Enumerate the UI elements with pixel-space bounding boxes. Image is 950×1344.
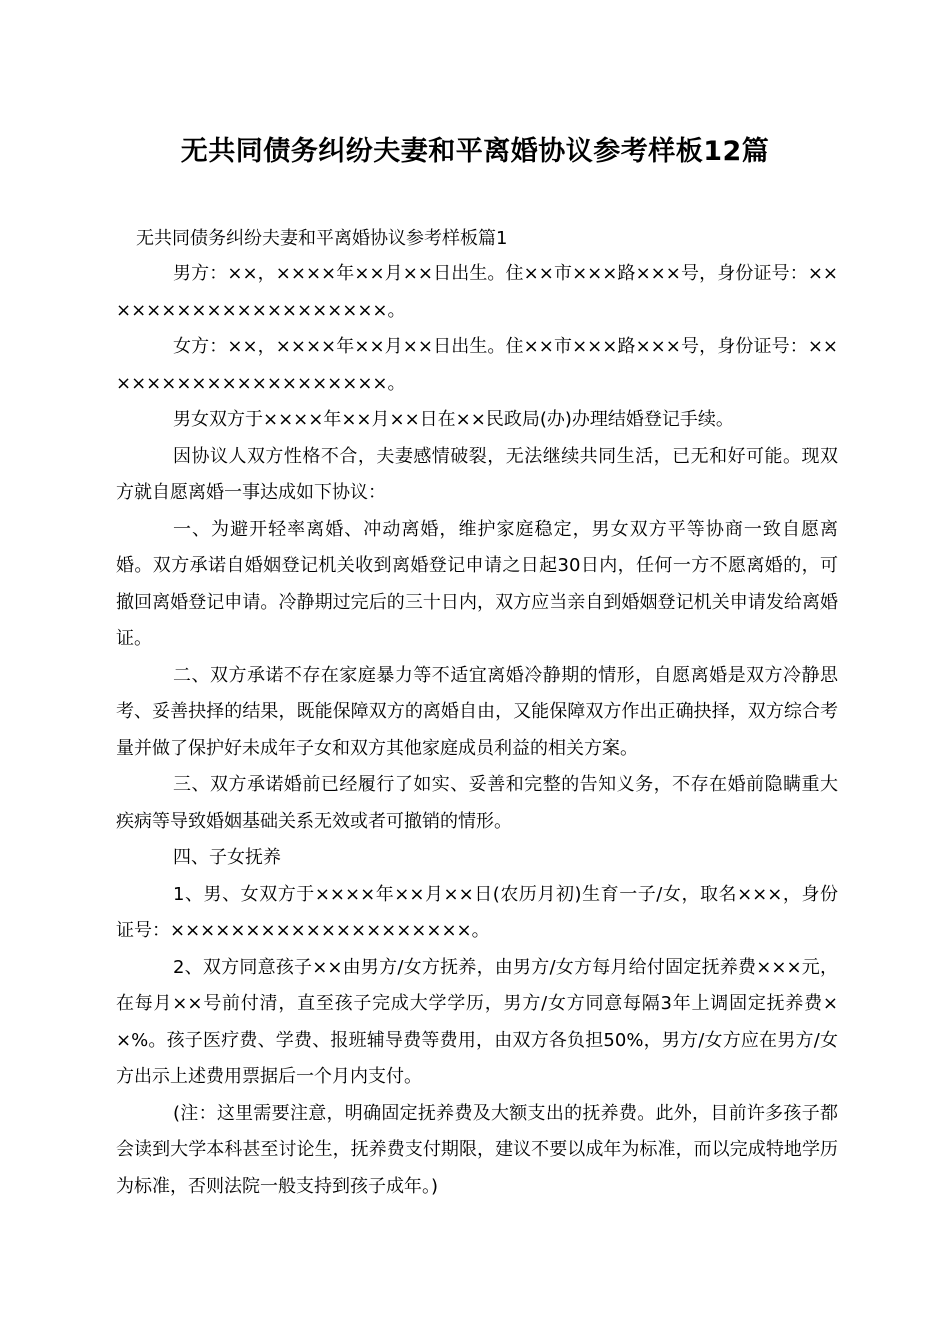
section-subtitle: 无共同债务纠纷夫妻和平离婚协议参考样板篇1 — [136, 228, 508, 249]
paragraph-husband-info: 男方：××，××××年××月××日出生。住××市×××路×××号，身份证号：××××××××××××××××××××。 — [116, 263, 838, 321]
paragraph-child-birth: 1、男、女双方于××××年××月××日(农历月初)生育一子/女，取名×××，身份证号：××××××××××××××××××××。 — [116, 883, 838, 941]
document-title: 无共同债务纠纷夫妻和平离婚协议参考样板12篇 — [180, 136, 770, 167]
paragraph-divorce-reason: 因协议人双方性格不合，夫妻感情破裂，无法继续共同生活，已无和好可能。现双方就自愿离婚一事达成如下协议： — [116, 445, 838, 503]
document-body — [116, 224, 838, 1205]
paragraph-clause-2: 二、双方承诺不存在家庭暴力等不适宜离婚冷静期的情形，自愿离婚是双方冷静思考、妥善抉择的结果，既能保障双方的离婚自由，又能保障双方作出正确抉择，双方综合考量并做了保护好未成年子女和双方其他家庭成员利益的相关方案。 — [116, 664, 838, 759]
paragraph-clause-1: 一、为避开轻率离婚、冲动离婚，维护家庭稳定，男女双方平等协商一致自愿离婚。双方承诺自婚姻登记机关收到离婚登记申请之日起30日内，任何一方不愿离婚的，可撤回离婚登记申请。冷静期过完后的三十日内，双方应当亲自到婚姻登记机关申请发给离婚证。 — [116, 518, 838, 649]
paragraph-child-support: 2、双方同意孩子××由男方/女方抚养，由男方/女方每月给付固定抚养费×××元，在每月××号前付清，直至孩子完成大学学历，男方/女方同意每隔3年上调固定抚养费××%。孩子医疗费、学费、报班辅导费等费用，由双方各负担50%，男方/女方应在男方/女方出示上述费用票据后一个月内支付。 — [116, 956, 838, 1087]
paragraph-clause-4-heading: 四、子女抚养 — [173, 847, 281, 868]
paragraph-wife-info: 女方：××，××××年××月××日出生。住××市×××路×××号，身份证号：××××××××××××××××××××。 — [116, 336, 838, 394]
paragraph-marriage-registration: 男女双方于××××年××月××日在××民政局(办)办理结婚登记手续。 — [173, 409, 734, 430]
paragraph-clause-3: 三、双方承诺婚前已经履行了如实、妥善和完整的告知义务，不存在婚前隐瞒重大疾病等导致婚姻基础关系无效或者可撤销的情形。 — [116, 774, 838, 832]
paragraph-note: (注：这里需要注意，明确固定抚养费及大额支出的抚养费。此外，目前许多孩子都会读到大学本科甚至讨论生，抚养费支付期限，建议不要以成年为标准，而以完成特地学历为标准，否则法院一般支持到孩子成年。) — [116, 1102, 838, 1197]
